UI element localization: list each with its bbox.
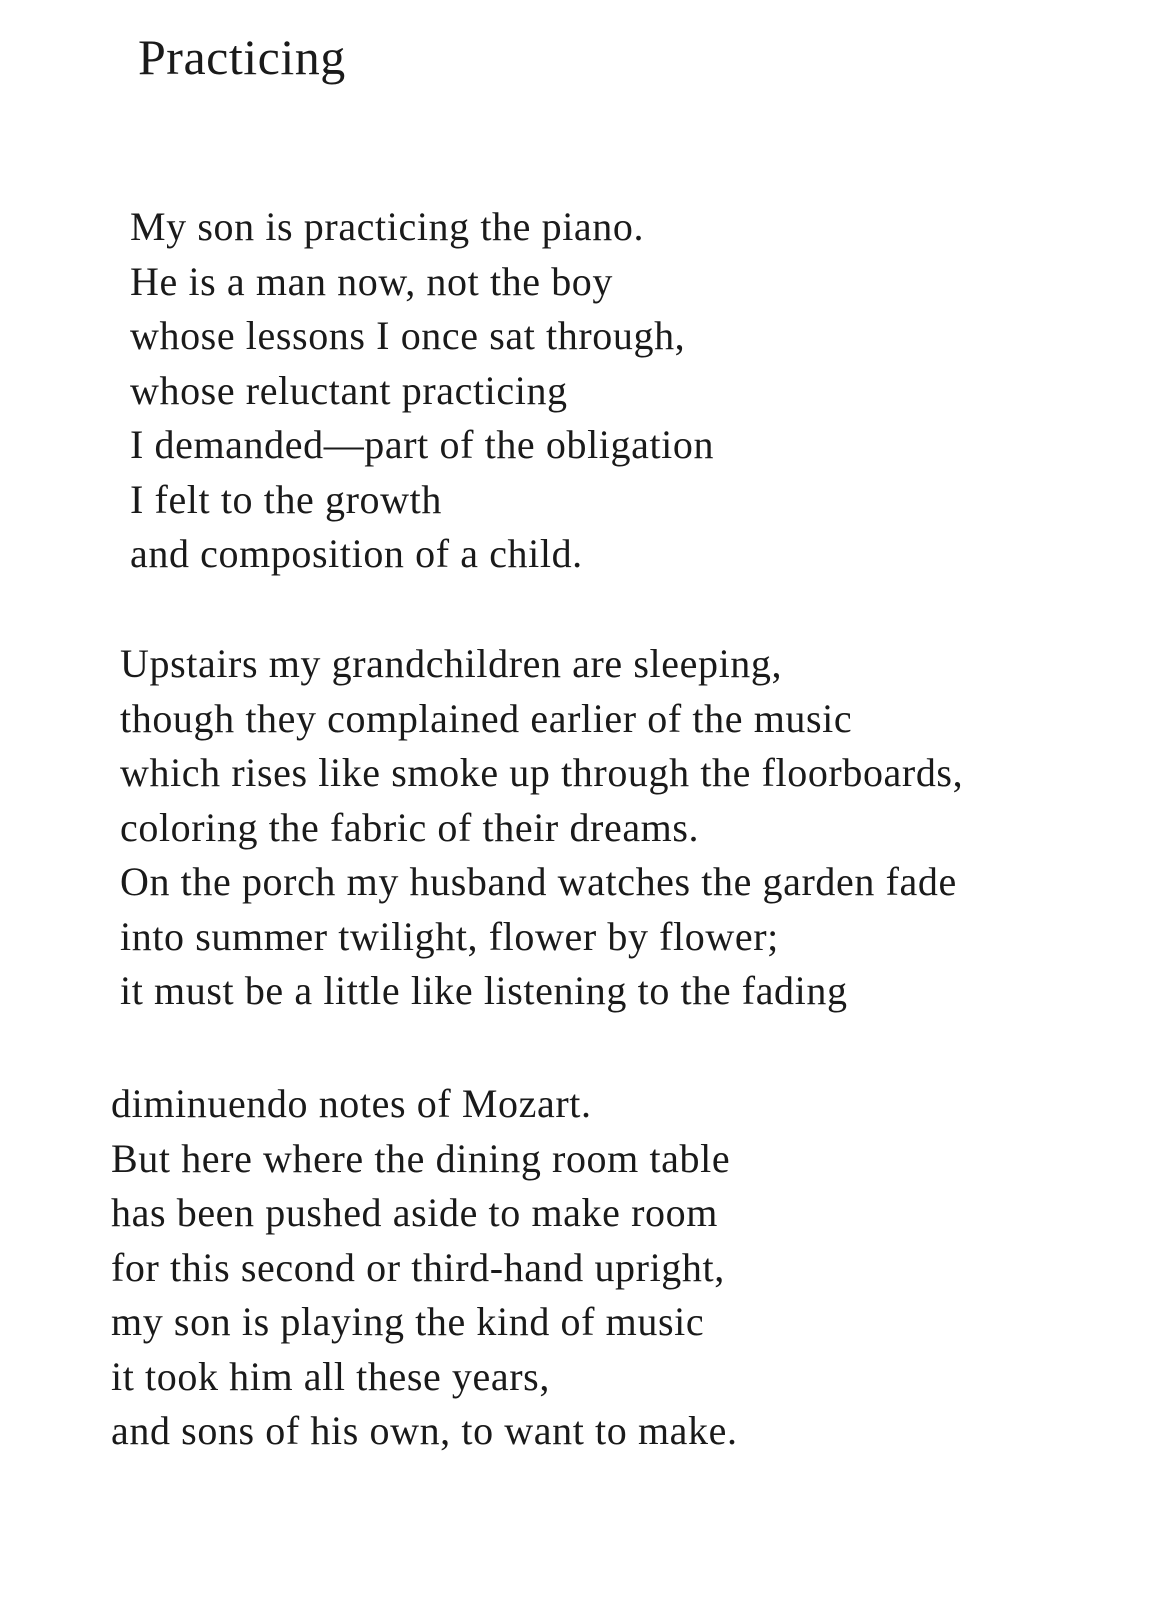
poem-line: I felt to the growth: [130, 476, 442, 522]
stanza-3: [111, 1077, 738, 1459]
stanza-1: [130, 200, 714, 582]
poem-line: coloring the fabric of their dreams.: [120, 804, 700, 850]
stanza-2: [120, 637, 963, 1019]
poem-line: my son is playing the kind of music: [111, 1299, 705, 1344]
poem-line: and sons of his own, to want to make.: [111, 1408, 738, 1453]
poem-line: On the porch my husband watches the garden fade: [120, 859, 957, 904]
poem-line: which rises like smoke up through the floorboards,: [120, 750, 964, 795]
poem-line: whose reluctant practicing: [130, 367, 568, 413]
poem-line: though they complained earlier of the music: [120, 695, 853, 741]
poem-title: Practicing: [138, 29, 346, 85]
poem-line: has been pushed aside to make room: [111, 1190, 718, 1235]
poem-line: whose lessons I once sat through,: [130, 313, 686, 358]
poem-line: it took him all these years,: [111, 1353, 550, 1399]
poem-line: diminuendo notes of Mozart.: [111, 1081, 592, 1126]
poem-line: for this second or third-hand upright,: [111, 1244, 725, 1290]
poem-line: into summer twilight, flower by flower;: [120, 913, 779, 959]
poem-line: But here where the dining room table: [111, 1135, 731, 1181]
poem-line: it must be a little like listening to the fading: [120, 968, 848, 1013]
poem-line: He is a man now, not the boy: [130, 258, 614, 304]
poem-line: My son is practicing the piano.: [130, 204, 645, 249]
poem-line: Upstairs my grandchildren are sleeping,: [120, 641, 783, 686]
poem-line: and composition of a child.: [130, 531, 583, 576]
poem-line: I demanded—part of the obligation: [130, 422, 715, 467]
